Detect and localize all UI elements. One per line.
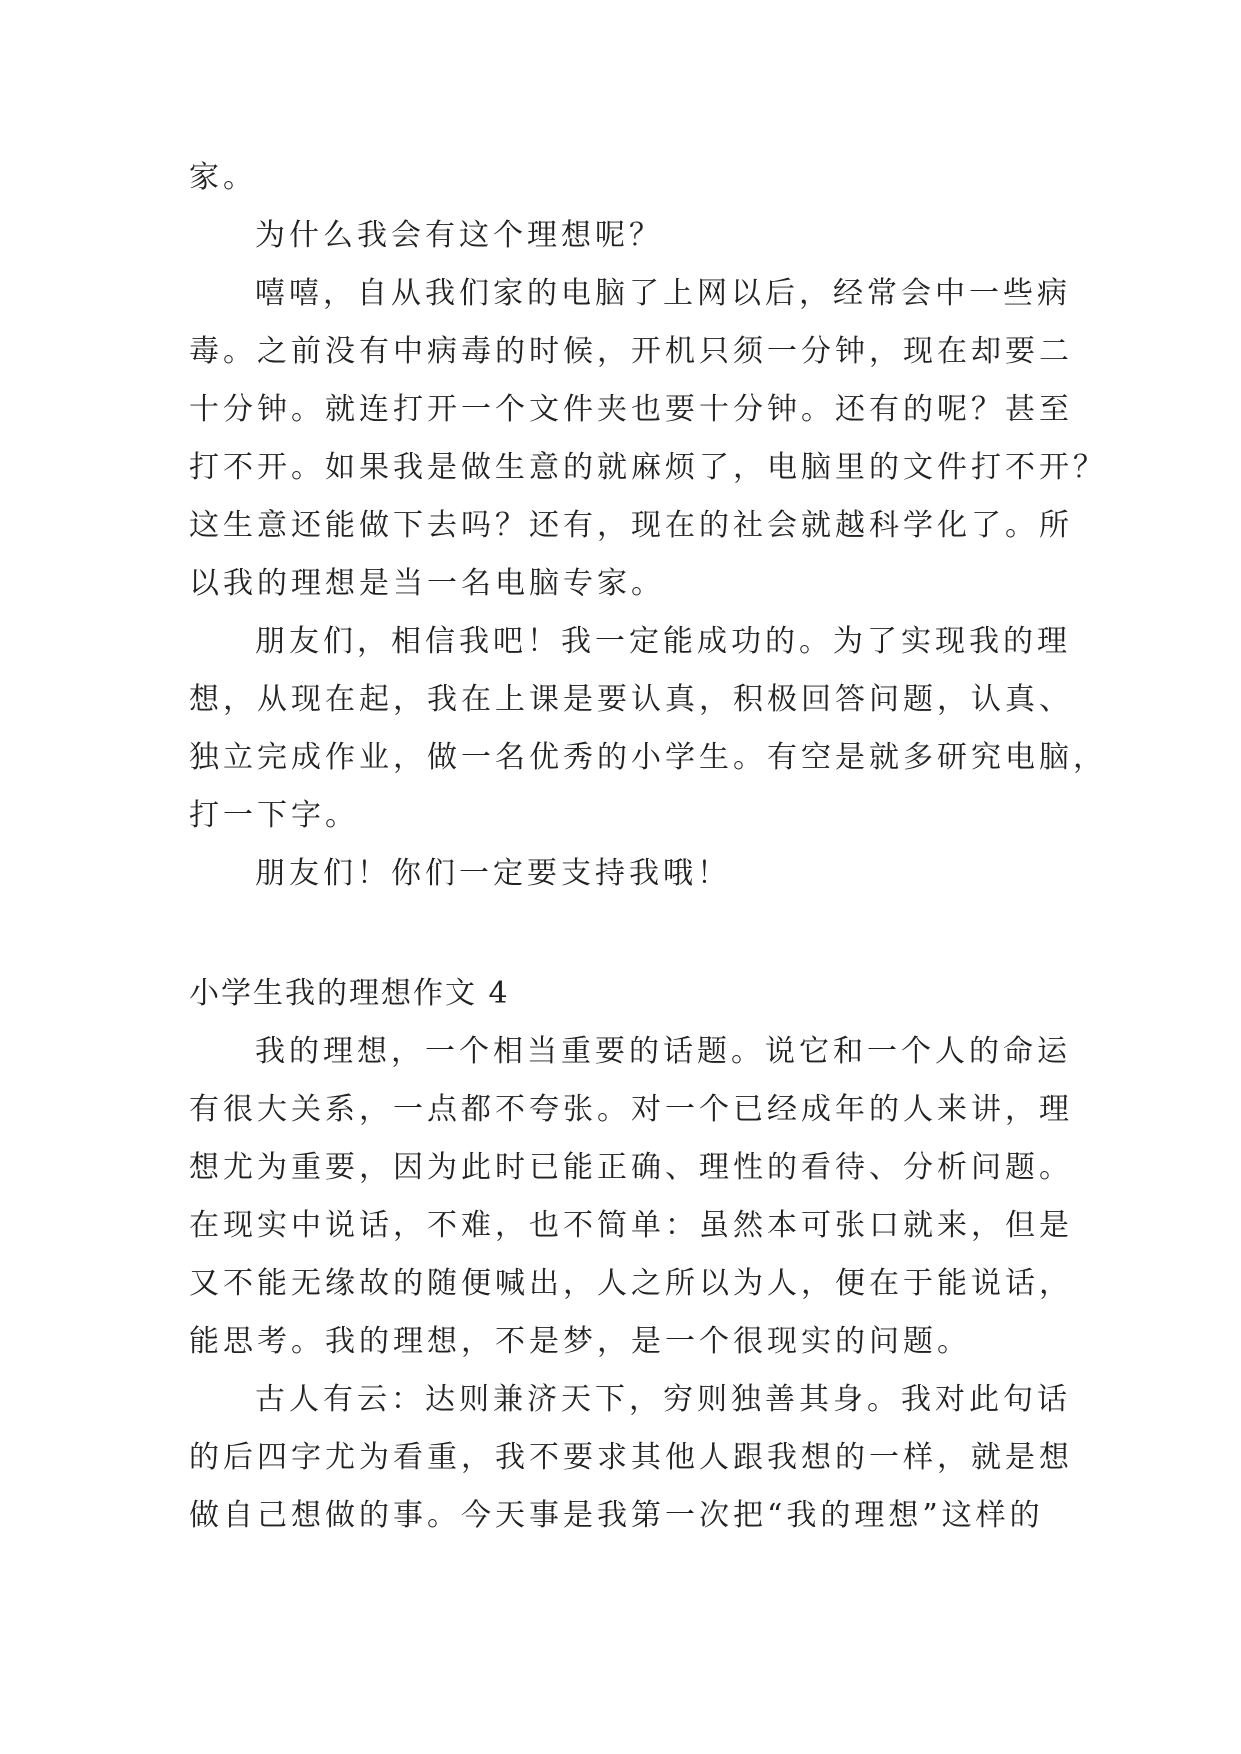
text-line: 有很大关系，一点都不夸张。对一个已经成年的人来讲，理 (189, 1092, 1073, 1127)
paragraph-line: 为什么我会有这个理想呢？ (255, 218, 663, 253)
text-line: 十分钟。就连打开一个文件夹也要十分钟。还有的呢？甚至 (189, 392, 1073, 427)
text-line: 在现实中说话，不难，也不简单：虽然本可张口就来，但是 (189, 1208, 1073, 1243)
section-heading: 小学生我的理想作文 4 (189, 976, 510, 1011)
text-line: 做自己想做的事。今天事是我第一次把“我的理想”这样的 (189, 1498, 1044, 1533)
text-line: 毒。之前没有中病毒的时候，开机只须一分钟，现在却要二 (189, 334, 1073, 369)
paragraph-line: 古人有云：达则兼济天下，穷则独善其身。我对此句话 (255, 1382, 1071, 1417)
text-line: 独立完成作业，做一名优秀的小学生。有空是就多研究电脑， (189, 740, 1107, 775)
paragraph-line: 朋友们，相信我吧！我一定能成功的。为了实现我的理 (255, 624, 1071, 659)
paragraph-line: 我的理想，一个相当重要的话题。说它和一个人的命运 (255, 1034, 1071, 1069)
text-line: 家。 (189, 160, 257, 195)
text-line: 想，从现在起，我在上课是要认真，积极回答问题，认真、 (189, 682, 1073, 717)
text-line: 又不能无缘故的随便喊出，人之所以为人，便在于能说话， (189, 1266, 1073, 1301)
text-line: 这生意还能做下去吗？还有，现在的社会就越科学化了。所 (189, 508, 1073, 543)
text-line: 打一下字。 (189, 798, 359, 833)
paragraph-line: 嘻嘻，自从我们家的电脑了上网以后，经常会中一些病 (255, 276, 1071, 311)
text-line: 想尤为重要，因为此时已能正确、理性的看待、分析问题。 (189, 1150, 1073, 1185)
text-line: 能思考。我的理想，不是梦，是一个很现实的问题。 (189, 1324, 971, 1359)
text-line: 打不开。如果我是做生意的就麻烦了，电脑里的文件打不开？ (189, 450, 1107, 485)
text-line: 以我的理想是当一名电脑专家。 (189, 566, 665, 601)
text-line: 的后四字尤为看重，我不要求其他人跟我想的一样，就是想 (189, 1440, 1073, 1475)
paragraph-line: 朋友们！你们一定要支持我哦！ (255, 856, 731, 891)
